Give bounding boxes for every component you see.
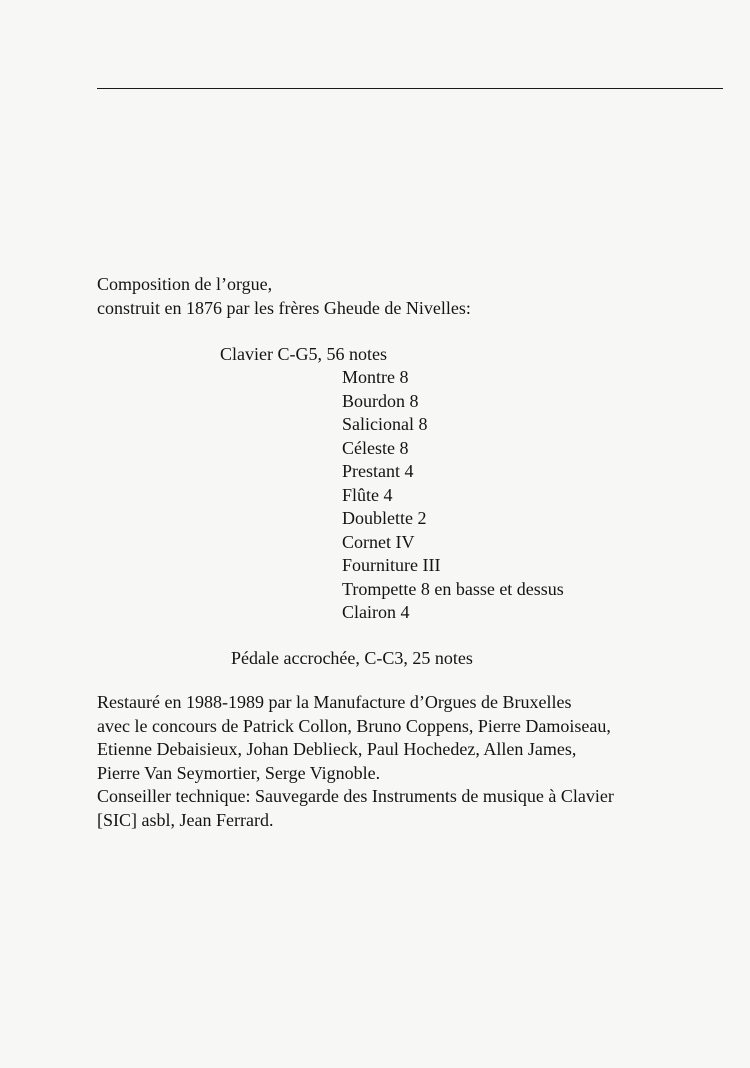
restoration-line: [SIC] asbl, Jean Ferrard.	[97, 809, 274, 830]
stop-item: Doublette 2	[342, 508, 427, 528]
stop-item: Cornet IV	[342, 531, 415, 552]
intro-line: Composition de l’orgue,	[97, 274, 273, 294]
stop-item: Trompette 8 en basse et dessus	[342, 578, 564, 599]
restoration-line: avec le concours de Patrick Collon, Bruno Coppens, Pierre Damoiseau,	[97, 715, 611, 736]
stop-item: Prestant 4	[342, 461, 414, 481]
stop-item: Flûte 4	[342, 484, 393, 505]
restoration-line: Etienne Debaisieux, Johan Deblieck, Paul Hochedez, Allen James,	[97, 739, 577, 759]
restoration-line: Conseiller technique: Sauvegarde des Instruments de musique à Clavier	[97, 786, 614, 806]
restoration-line: Pierre Van Seymortier, Serge Vignoble.	[97, 762, 381, 783]
stop-item: Céleste 8	[342, 437, 409, 458]
stop-item: Montre 8	[342, 367, 409, 387]
restoration-paragraph	[97, 691, 614, 832]
stop-item: Clairon 4	[342, 602, 410, 622]
intro-paragraph	[97, 273, 471, 320]
stop-item: Fourniture III	[342, 555, 441, 575]
stop-item: Bourdon 8	[342, 390, 419, 411]
restoration-line: Restauré en 1988-1989 par la Manufacture d’Orgues de Bruxelles	[97, 692, 572, 712]
header-rule	[97, 88, 723, 89]
clavier-heading: Clavier C-G5, 56 notes	[220, 344, 387, 364]
pedal-heading: Pédale accrochée, C-C3, 25 notes	[231, 648, 473, 668]
stop-item: Salicional 8	[342, 414, 428, 434]
stop-list	[342, 366, 564, 625]
intro-line: construit en 1876 par les frères Gheude de Nivelles:	[97, 297, 471, 318]
